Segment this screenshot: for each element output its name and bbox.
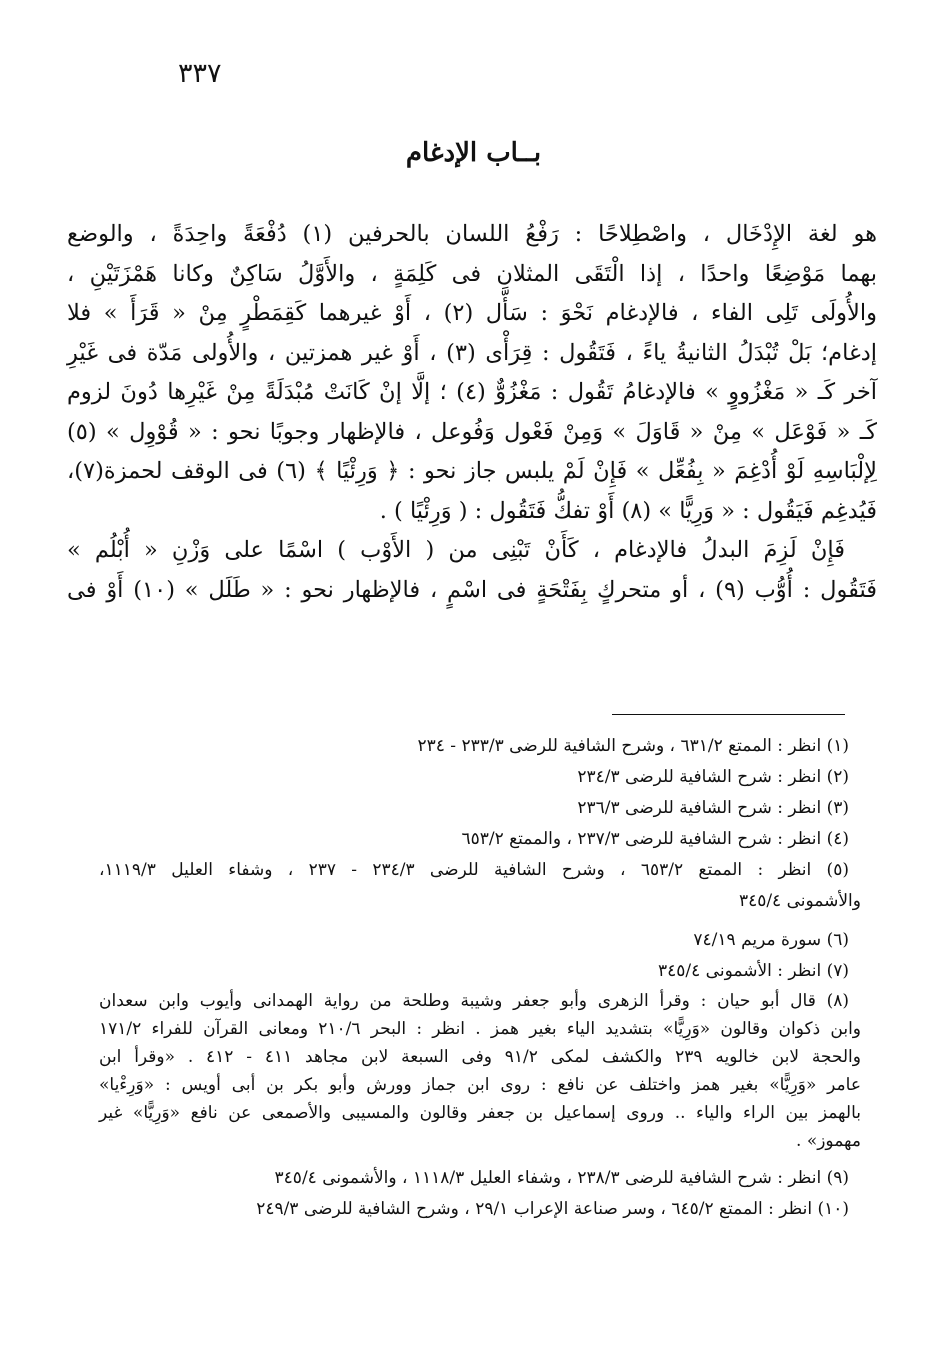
chapter-title: بــاب الإدغام — [405, 138, 542, 168]
body-line: فَإِنْ لَزِمَ البدلُ فالإدغام ، كَأَنْ تَبْنِى من ( الأَوْب ) اسْمًا على وَزْنِ « أُبْلُم » — [67, 537, 845, 563]
body-line: لِإلْبَاسِهِ لَوْ أُدْغِمَ « بِفُعِّل » فَإِنْ لَمْ يلبس جاز نحو : ﴿ وَرِئْيًا ﴾ (٦) فى الوقف لحمزة(٧)، — [67, 458, 877, 484]
footnotes — [99, 731, 862, 1225]
footnote: (٨) قال أبو حيان : وقرأ الزهرى وأبو جعفر وشيبة وطلحة من رواية الهمدانى وأيوب وابن سعدان — [99, 991, 849, 1011]
body-line: آخر كَـ « مَغْزُووٍ » فالإدغامُ تَقُول : مَغْزُوٌّ (٤) ؛ إلَّا إنْ كَانَتْ مُبْدَلَةً مِنْ غَيْرِها دُونَ لزوم — [67, 379, 877, 405]
body-line: كَـ « فَوْعَل » مِنْ « قَاوَلَ » وَمِنْ فَعْول وَفُوعل ، فالإظهار وجوبًا نحو : « قُوْوِل » (٥) — [67, 418, 877, 445]
footnote: (١٠) انظر : الممتع ٦٤٥/٢ ، وسر صناعة الإعراب ٢٩/١ ، وشرح الشافية للرضى ٢٤٩/٣ — [256, 1199, 849, 1219]
body-line: إدغام؛ بَلْ تُبْدَلُ الثانيةُ ياءً ، فَتَقُول : قِرَأْى (٣) ، أَوْ غير همزتين ، والأُولى مَدّة فى غَيْرِ — [67, 339, 877, 366]
footnote: (١) انظر : الممتع ٦٣١/٢ ، وشرح الشافية للرضى ٢٣٣/٣ - ٢٣٤ — [417, 736, 849, 756]
footnote-separator — [612, 714, 845, 715]
footnote-continuation: والحجة لابن خالويه ٢٣٩ والكشف لمكى ٩١/٢ وفى السبعة لابن مجاهد ٤١١ - ٤١٢ . «وقرأ ابن — [99, 1047, 861, 1067]
footnote: (٧) انظر : الأشمونى ٣٤٥/٤ — [658, 961, 849, 981]
footnote: (٩) انظر : شرح الشافية للرضى ٢٣٨/٣ ، وشفاء العليل ١١١٨/٣ ، والأشمونى ٣٤٥/٤ — [274, 1168, 849, 1188]
page-number: ٣٣٧ — [178, 58, 222, 89]
body-line: فَيُدغِم فَيَقُول : « وَرِيًّا » (٨) أَوْ تفكُّ فَتَقُول : ( وَرِئْيًا ) . — [379, 497, 877, 524]
footnote: (٦) سورة مريم ٧٤/١٩ — [693, 930, 849, 950]
footnote-continuation: وابن ذكوان وقالون «وَرِيًّا» بتشديد الياء بغير همز . انظر : البحر ٢١٠/٦ ومعانى القرآن للفراء ١٧١/٢ — [99, 1019, 862, 1039]
body-line: بهما مَوْضِعًا واحدًا ، إذا الْتَقَى المثلان فى كَلِمَةٍ ، والأَوَّلُ سَاكِنٌ وكانا هَمْزَتَيْنِ ، — [67, 260, 877, 287]
body-text — [67, 215, 877, 610]
body-line: والأُولَى تَلِى الفاء ، فالإدغام نَحْوَ : سَأَّل (٢) ، أَوْ غيرهما كَقِمَطْرٍ مِنْ « قَرَأَ » فلا — [67, 300, 877, 326]
footnote: (٥) انظر : الممتع ٦٥٣/٢ ، وشرح الشافية للرضى ٢٣٤/٣ - ٢٣٧ ، وشفاء العليل ١١١٩/٣، — [99, 860, 849, 880]
footnote: (٣) انظر : شرح الشافية للرضى ٢٣٦/٣ — [577, 798, 849, 818]
footnote-continuation: مهموز» . — [796, 1131, 861, 1151]
footnote: (٢) انظر : شرح الشافية للرضى ٢٣٤/٣ — [577, 767, 849, 787]
footnote-continuation: عامر «وَرِيًّا» بغير همز واختلف عن نافع : روى ابن جماز وورش وأبو بكر بن أبى أويس : «وَرِءْيا» — [99, 1075, 861, 1095]
body-line: فَتَقُول : أُوُّب (٩) ، أو متحركٍ بِفَتْحَةٍ فى اسْمٍ ، فالإظهار نحو : « طَلَل » (١٠) أَوْ فى — [67, 576, 877, 603]
body-line: هو لغة الإِدْخَال ، واصْطِلاحًا : رَفْعُ اللسان بالحرفين (١) دُفْعَةً واحِدَةً ، والوضع — [67, 221, 877, 247]
footnote-continuation: والأشمونى ٣٤٥/٤ — [738, 891, 861, 911]
footnote: (٤) انظر : شرح الشافية للرضى ٢٣٧/٣ ، والممتع ٦٥٣/٢ — [461, 829, 849, 849]
footnote-continuation: بالهمز بين الراء والياء .. وروى إسماعيل بن جعفر وقالون والمسيبى والأصمعى عن نافع «وَرِيًّا» غير — [99, 1103, 861, 1123]
